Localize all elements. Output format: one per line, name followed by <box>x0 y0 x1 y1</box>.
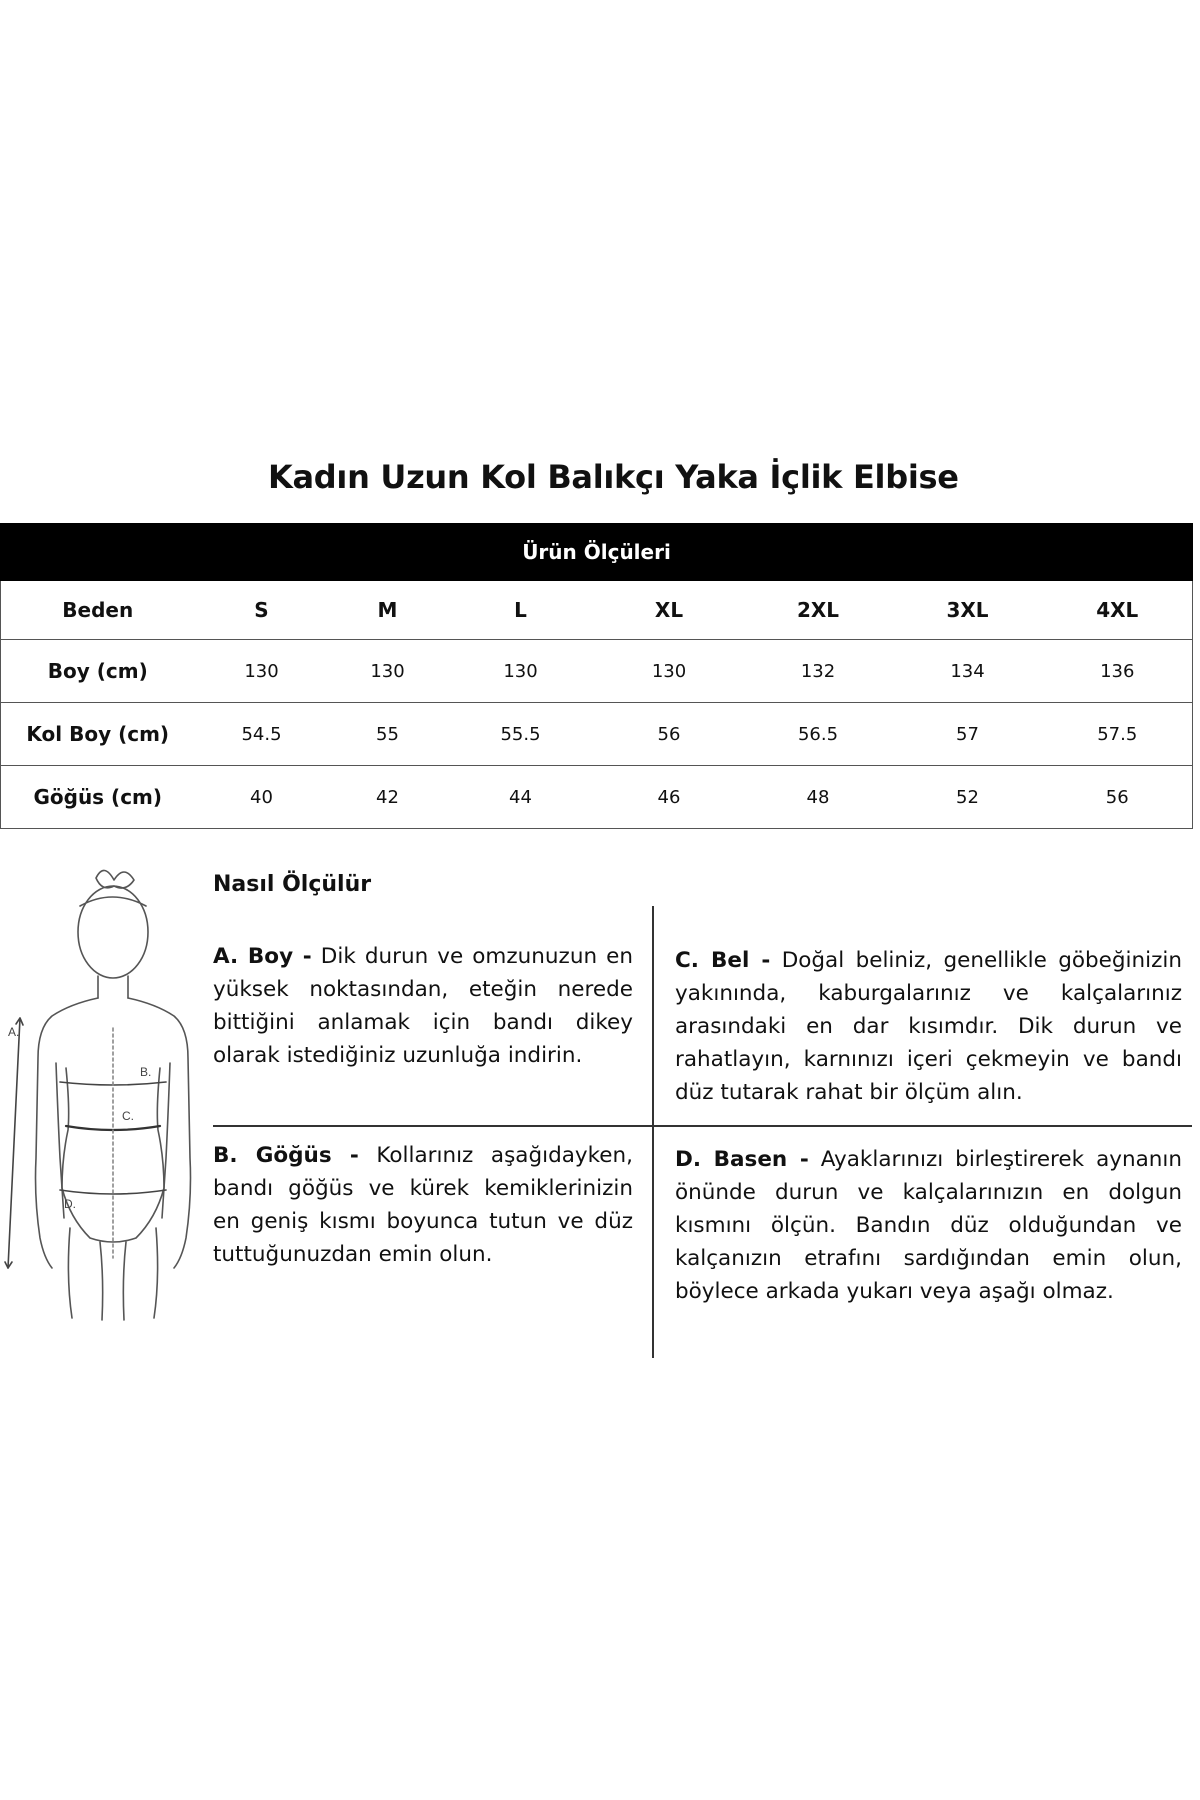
table-cell: 56 <box>1043 766 1193 829</box>
table-cell: 55.5 <box>447 703 595 766</box>
header-cell: 2XL <box>744 581 893 640</box>
table-cell: 57 <box>893 703 1043 766</box>
table-cell: 48 <box>744 766 893 829</box>
table-cell: 54.5 <box>195 703 329 766</box>
table-row <box>1 640 1193 703</box>
table-cell: 56.5 <box>744 703 893 766</box>
table-banner: Ürün Ölçüleri <box>1 524 1193 581</box>
header-cell: L <box>447 581 595 640</box>
header-cell: M <box>329 581 447 640</box>
table-cell: 57.5 <box>1043 703 1193 766</box>
table-cell: 44 <box>447 766 595 829</box>
instruction-text: Ayaklarınızı birleştirerek aynanın önünde durun ve kalçalarınızın en dolgun kısmını ölçün. Bandın düz olduğundan ve kalçanızın etrafını sardığından emin olun, böylece arkada yukarı veya aşağı olmaz. <box>675 1147 1182 1304</box>
header-cell: S <box>195 581 329 640</box>
figure-label-b: B. <box>140 1065 152 1079</box>
table-cell: 46 <box>595 766 744 829</box>
table-cell: 132 <box>744 640 893 703</box>
row-label: Göğüs (cm) <box>1 766 195 829</box>
header-cell: XL <box>595 581 744 640</box>
measure-instruction-b <box>213 1139 633 1271</box>
table-row <box>1 766 1193 829</box>
measure-instruction-d <box>675 1143 1182 1308</box>
table-cell: 130 <box>595 640 744 703</box>
how-to-measure-title: Nasıl Ölçülür <box>213 872 372 897</box>
instruction-text: Doğal beliniz, genellikle göbeğinizin yakınında, kaburgalarınız ve kalçalarınız arasındaki en dar kısımdır. Dik durun ve rahatlayın, karnınızı içeri çekmeyin ve bandı düz tutarak rahat bir ölçüm alın. <box>675 948 1182 1105</box>
instruction-text: Dik durun ve omzunuzun en yüksek noktasından, eteğin nerede bittiğini anlamak için bandı dikey olarak istediğiniz uzunluğa indirin. <box>213 944 633 1068</box>
figure-label-c: C. <box>122 1109 134 1123</box>
page-title: Kadın Uzun Kol Balıkçı Yaka İçlik Elbise <box>268 458 959 496</box>
table-row <box>1 703 1193 766</box>
instruction-label: C. Bel - <box>675 948 771 973</box>
header-cell: 3XL <box>893 581 1043 640</box>
table-banner-row <box>1 524 1193 581</box>
vertical-divider <box>652 906 654 1358</box>
instruction-label: D. Basen - <box>675 1147 809 1172</box>
table-cell: 130 <box>195 640 329 703</box>
table-cell: 136 <box>1043 640 1193 703</box>
table-cell: 56 <box>595 703 744 766</box>
table-cell: 130 <box>447 640 595 703</box>
figure-label-d: D. <box>64 1197 76 1211</box>
horizontal-divider <box>213 1125 1192 1127</box>
table-cell: 134 <box>893 640 1043 703</box>
measure-instruction-c <box>675 944 1182 1109</box>
body-measurement-figure <box>0 858 200 1328</box>
table-cell: 52 <box>893 766 1043 829</box>
row-label: Boy (cm) <box>1 640 195 703</box>
instruction-label: A. Boy - <box>213 944 312 969</box>
table-header-row <box>1 581 1193 640</box>
figure-label-a: A. <box>8 1025 20 1039</box>
table-cell: 42 <box>329 766 447 829</box>
table-cell: 55 <box>329 703 447 766</box>
header-cell: 4XL <box>1043 581 1193 640</box>
table-cell: 40 <box>195 766 329 829</box>
measure-instruction-a <box>213 940 633 1072</box>
table-cell: 130 <box>329 640 447 703</box>
instruction-text: Kollarınız aşağıdayken, bandı göğüs ve kürek kemiklerinizin en geniş kısmı boyunca tutun ve düz tuttuğunuzdan emin olun. <box>213 1143 633 1267</box>
size-chart-table <box>0 523 1193 829</box>
row-label: Kol Boy (cm) <box>1 703 195 766</box>
header-cell: Beden <box>1 581 195 640</box>
instruction-label: B. Göğüs - <box>213 1143 359 1168</box>
